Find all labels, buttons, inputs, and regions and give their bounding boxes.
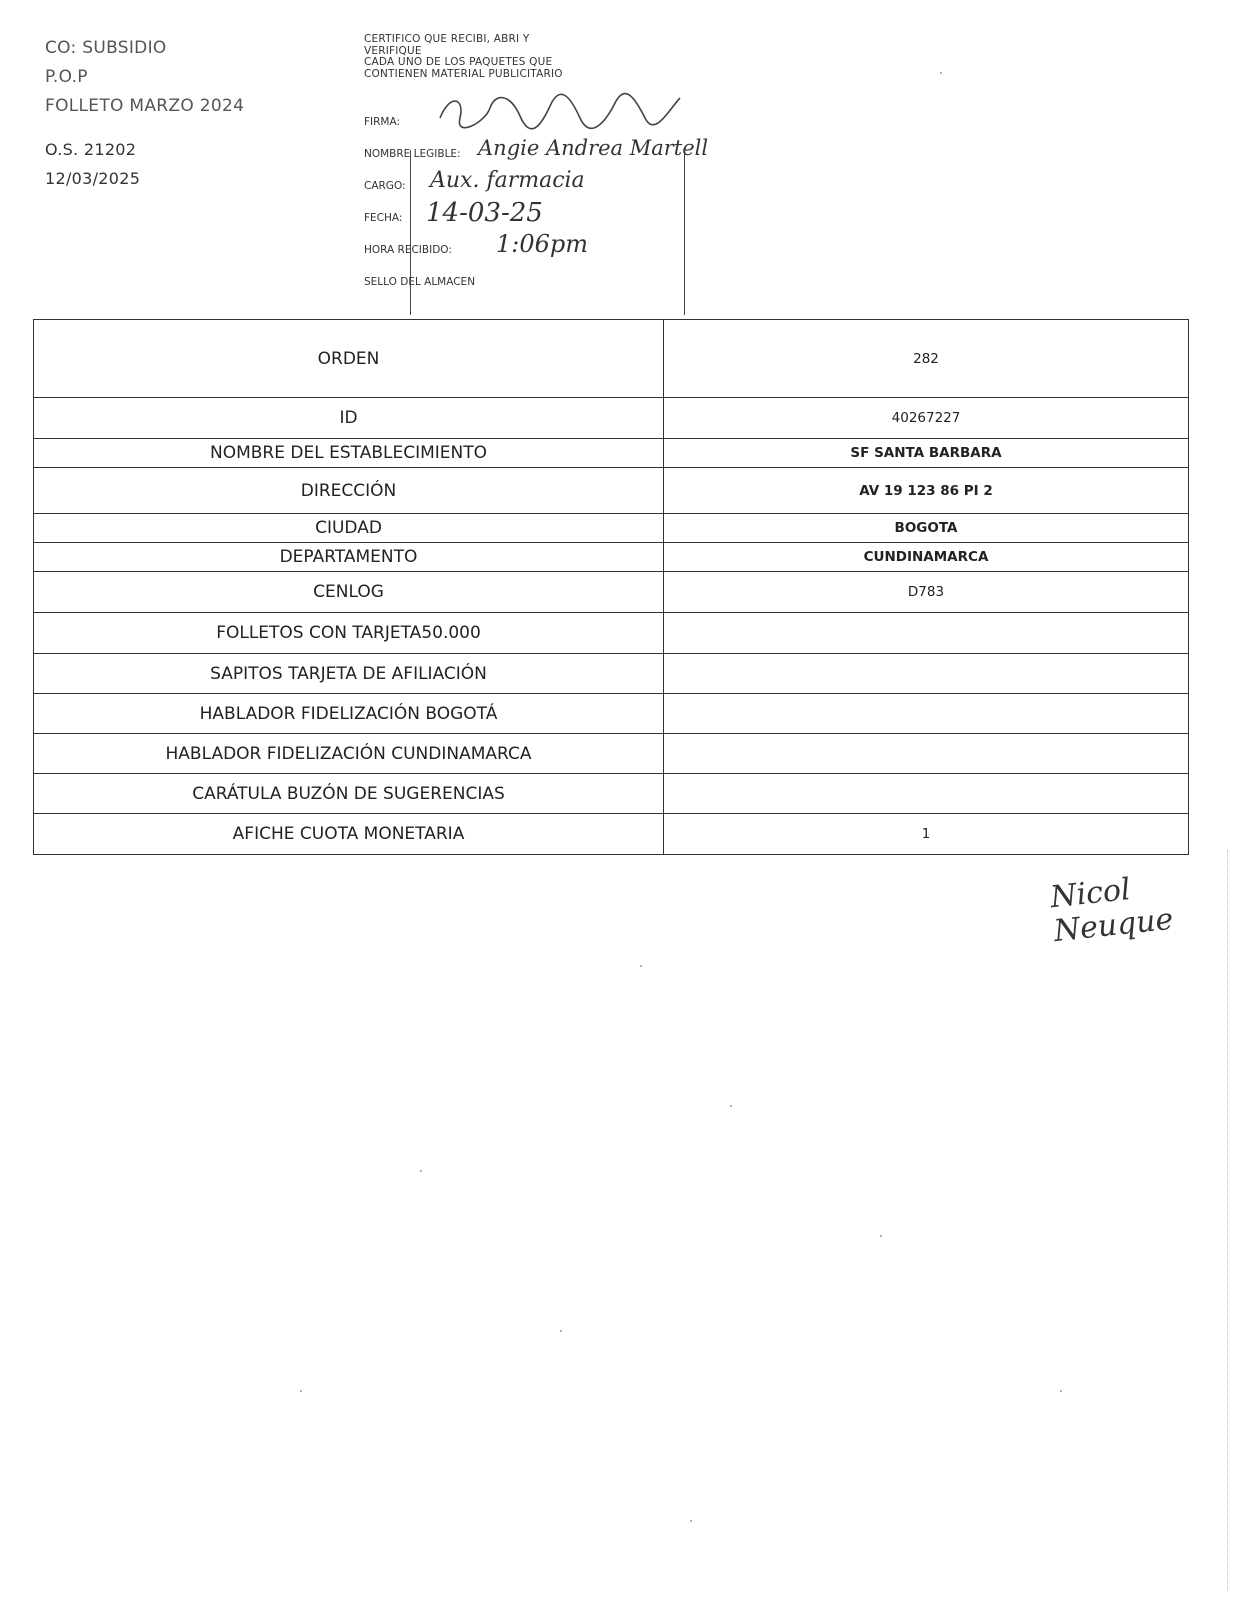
- row-label-ciudad: CIUDAD: [34, 514, 664, 543]
- signature-scribble: [430, 88, 690, 134]
- row-label-establecimiento: NOMBRE DEL ESTABLECIMIENTO: [34, 439, 664, 468]
- scan-speck: [940, 72, 942, 74]
- header-block: [45, 34, 244, 193]
- row-label-orden: ORDEN: [34, 320, 664, 398]
- row-value-orden: 282: [664, 320, 1189, 398]
- scan-edge-line: [1227, 850, 1228, 1590]
- hora-handwritten: 1:06pm: [496, 230, 589, 258]
- table-row: [34, 398, 1189, 439]
- fecha-label: FECHA:: [364, 212, 403, 224]
- row-label-afiche: AFICHE CUOTA MONETARIA: [34, 814, 664, 855]
- header-os-number: O.S. 21202: [45, 140, 137, 159]
- table-row: [34, 734, 1189, 774]
- row-value-sapitos: [664, 654, 1189, 694]
- scan-speck: [300, 1390, 302, 1392]
- row-value-id: 40267227: [664, 398, 1189, 439]
- table-row: [34, 514, 1189, 543]
- row-label-caratula: CARÁTULA BUZÓN DE SUGERENCIAS: [34, 774, 664, 814]
- scan-speck: [560, 1330, 562, 1332]
- row-value-folletos: [664, 613, 1189, 654]
- row-label-hablador-bogota: HABLADOR FIDELIZACIÓN BOGOTÁ: [34, 694, 664, 734]
- table-row: [34, 814, 1189, 855]
- row-value-departamento: CUNDINAMARCA: [664, 543, 1189, 572]
- row-value-caratula: [664, 774, 1189, 814]
- scan-speck: [1060, 1390, 1062, 1392]
- firma-label: FIRMA:: [364, 116, 401, 128]
- table-row: [34, 572, 1189, 613]
- table-row: [34, 468, 1189, 514]
- nombre-handwritten: Angie Andrea Martell: [478, 136, 709, 160]
- cargo-label: CARGO:: [364, 180, 406, 192]
- table-row: [34, 320, 1189, 398]
- scan-speck: [640, 965, 642, 967]
- delivery-form-table: [33, 319, 1189, 855]
- row-value-direccion: AV 19 123 86 PI 2: [664, 468, 1189, 514]
- scan-speck: [730, 1105, 732, 1107]
- row-value-afiche: 1: [664, 814, 1189, 855]
- fecha-handwritten: 14-03-25: [426, 198, 543, 228]
- handwritten-note: Nicol Neuque: [1048, 872, 1175, 950]
- row-value-cenlog: D783: [664, 572, 1189, 613]
- header-date: 12/03/2025: [45, 169, 141, 188]
- stamp-box-left-line: [410, 150, 411, 315]
- scan-speck: [690, 1520, 692, 1522]
- header-folleto: FOLLETO MARZO 2024: [45, 96, 245, 116]
- scan-speck: [880, 1235, 882, 1237]
- row-value-hablador-bogota: [664, 694, 1189, 734]
- row-label-direccion: DIRECCIÓN: [34, 468, 664, 514]
- row-value-ciudad: BOGOTA: [664, 514, 1189, 543]
- hora-label: HORA RECIBIDO:: [364, 244, 452, 256]
- row-value-establecimiento: SF SANTA BARBARA: [664, 439, 1189, 468]
- row-label-hablador-cundinamarca: HABLADOR FIDELIZACIÓN CUNDINAMARCA: [34, 734, 664, 774]
- row-label-sapitos: SAPITOS TARJETA DE AFILIACIÓN: [34, 654, 664, 694]
- cargo-handwritten: Aux. farmacia: [430, 168, 585, 193]
- row-label-cenlog: CENLOG: [34, 572, 664, 613]
- row-label-id: ID: [34, 398, 664, 439]
- table-row: [34, 694, 1189, 734]
- nombre-label: NOMBRE LEGIBLE:: [364, 148, 461, 160]
- row-label-folletos: FOLLETOS CON TARJETA50.000: [34, 613, 664, 654]
- header-client: CO: SUBSIDIO: [45, 38, 167, 58]
- certificate-statement: CERTIFICO QUE RECIBI, ABRI Y VERIFIQUE CADA UNO DE LOS PAQUETES QUE CONTIENEN MATERIAL PUBLICITARIO: [364, 33, 563, 80]
- header-pop: P.O.P: [45, 67, 88, 87]
- scan-speck: [420, 1170, 422, 1172]
- table-row: [34, 774, 1189, 814]
- row-value-hablador-cundinamarca: [664, 734, 1189, 774]
- table-row: [34, 613, 1189, 654]
- sello-label: SELLO DEL ALMACEN: [364, 276, 476, 288]
- table-row: [34, 439, 1189, 468]
- table-row: [34, 654, 1189, 694]
- row-label-departamento: DEPARTAMENTO: [34, 543, 664, 572]
- stamp-box-right-line: [684, 150, 685, 315]
- table-row: [34, 543, 1189, 572]
